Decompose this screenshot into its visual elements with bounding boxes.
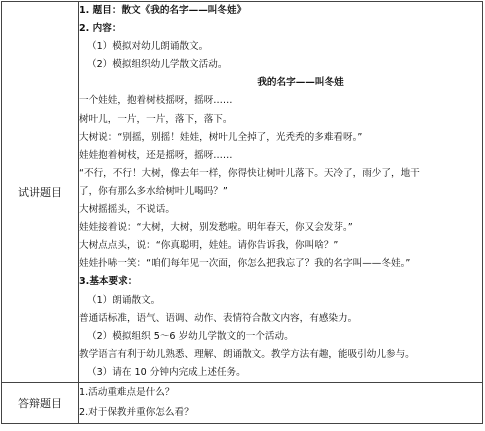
poem-line: 大树点点头，说：“你真聪明，娃娃。请你告诉我，你叫啥？” (79, 240, 339, 252)
poem-line: 一个娃娃，抱着树枝摇呀，摇呀…… (79, 95, 233, 107)
content-heading: 2. 内容： (79, 23, 122, 35)
defense-label-cell (2, 382, 79, 423)
trial-label-cell (2, 2, 79, 383)
defense-question-2: 2.对于保教并重你怎么看？ (79, 406, 194, 418)
trial-row (2, 2, 483, 383)
exam-sheet-table (1, 1, 483, 424)
trial-content-cell (79, 2, 483, 383)
poem-line: 大树说：“别摇，别摇！娃娃，树叶儿全掉了，光秃秃的多难看呀。” (79, 131, 363, 143)
requirement-line: （2）模拟组织 5～6 岁幼儿学散文的一个活动。 (87, 330, 294, 342)
poem-line: 大树摇摇头，不说话。 (79, 204, 175, 216)
defense-row (2, 382, 483, 423)
requirement-line: （3）请在 10 分钟内完成上述任务。 (87, 366, 246, 378)
defense-question-1: 1.活动重难点是什么？ (79, 386, 175, 398)
poem-line: 了，你有那么多水给树叶儿喝吗？” (79, 185, 228, 197)
content-item-2: （2）模拟组织幼儿学散文活动。 (87, 59, 228, 71)
defense-content-cell (79, 382, 483, 423)
requirement-line: （1）朗诵散文。 (87, 294, 161, 306)
poem-line: 娃娃扑哧一笑：“咱们每年见一次面，你怎么把我忘了？我的名字叫——冬娃。” (79, 258, 411, 270)
defense-label: 答辩题目 (18, 396, 62, 410)
requirement-line: 普通话标准，语气、语调、动作、表情符合散文内容，有感染力。 (79, 312, 358, 324)
poem-line: 娃娃抱着树枝，还是摇呀，摇呀…… (79, 149, 233, 161)
poem-line: “不行，不行！大树，像去年一样，你得快让树叶儿落下。天冷了，雨少了，地干 (79, 167, 420, 179)
content-item-1: （1）模拟对幼儿朗诵散文。 (87, 41, 209, 53)
poem-line: 娃娃接着说：“大树，大树，别发愁啦。明年春天，你又会发芽。” (79, 222, 353, 234)
poem-line: 树叶儿，一片，一片，落下，落下。 (79, 113, 233, 125)
poem-title: 我的名字——叫冬娃 (257, 77, 344, 89)
requirements-heading: 3.基本要求： (79, 276, 138, 288)
title-line: 1. 题目：散文《我的名字——叫冬娃》 (79, 5, 247, 16)
trial-label: 试讲题目 (18, 185, 62, 199)
requirement-line: 教学语言有利于幼儿熟悉、理解、朗诵散文。教学方法有趣，能吸引幼儿参与。 (79, 348, 415, 360)
